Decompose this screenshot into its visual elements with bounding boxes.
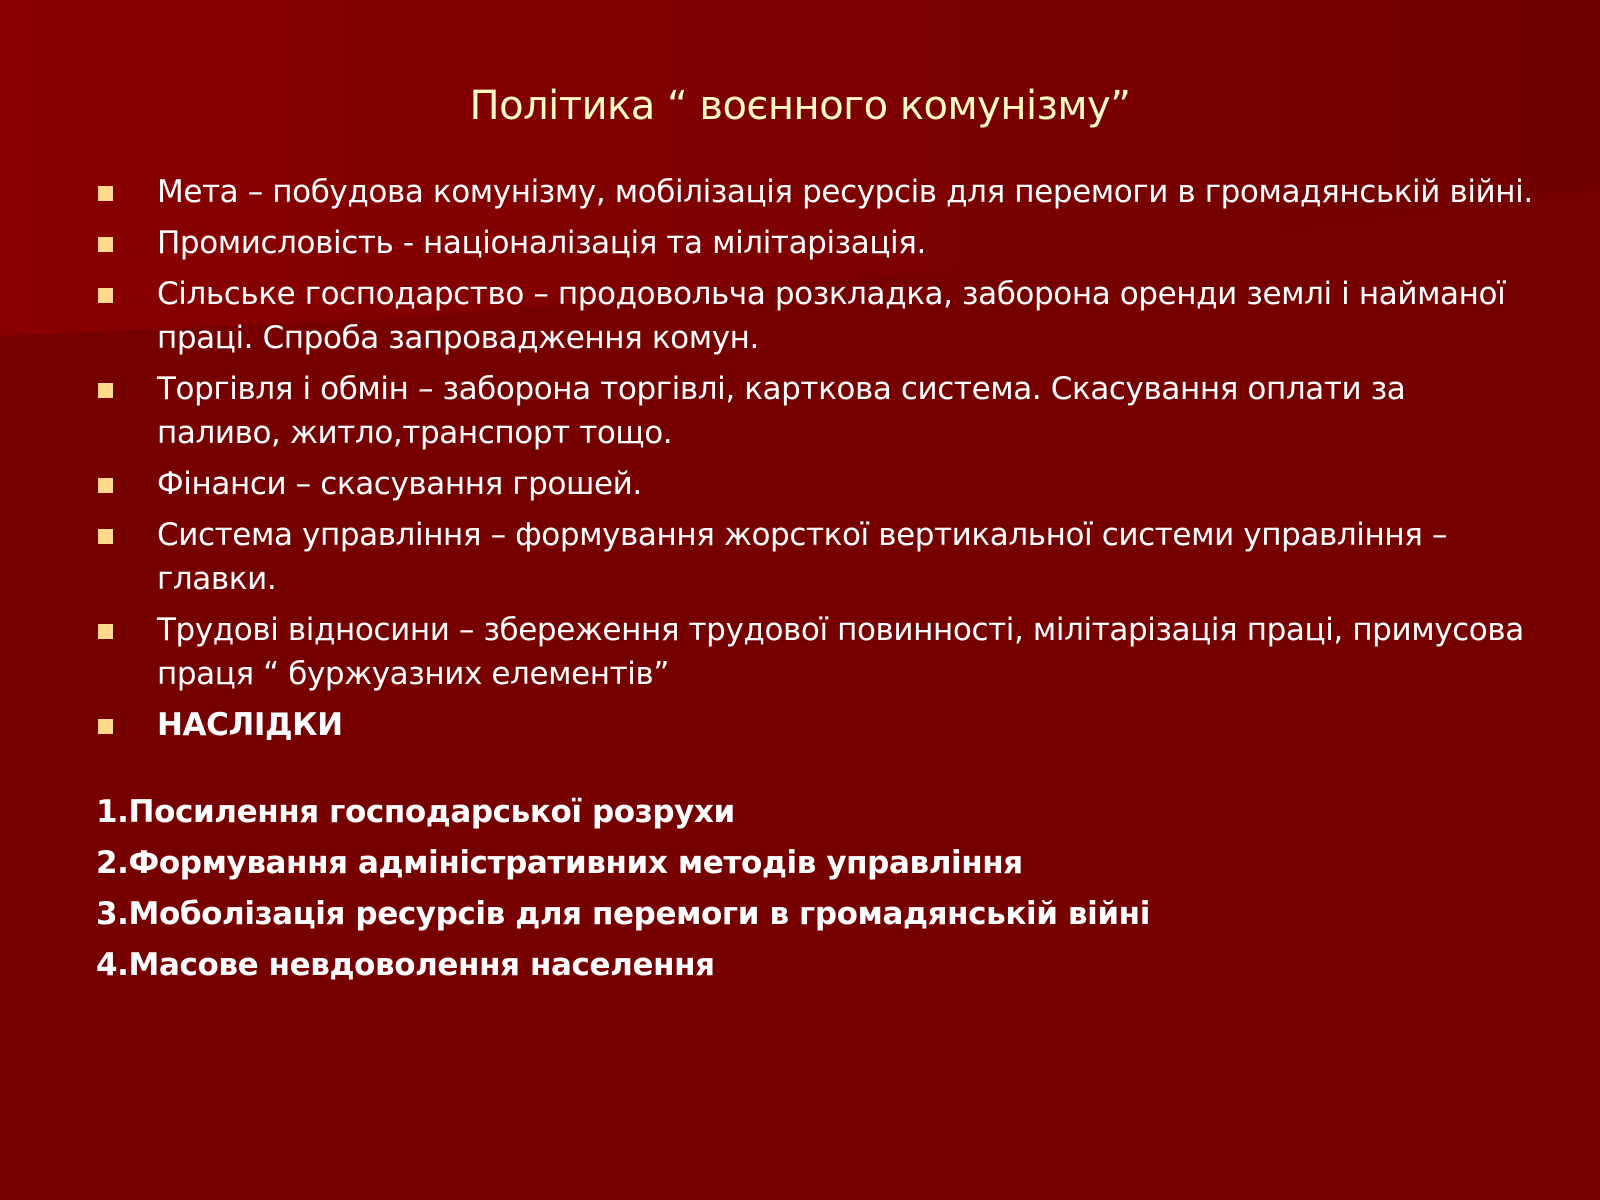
slide-title: Політика “ воєнного комунізму” — [469, 83, 1131, 129]
bullet-text: Система управління – формування жорсткої вертикальної системи управління – главки. — [157, 517, 1448, 597]
bullet-text: Промисловість - націоналізація та мілітарізація. — [157, 225, 926, 261]
square-bullet-icon — [98, 719, 113, 734]
bullet-text: НАСЛІДКИ — [157, 707, 343, 743]
bullet-item — [98, 221, 1538, 265]
square-bullet-icon — [98, 624, 113, 639]
square-bullet-icon — [98, 383, 113, 398]
square-bullet-icon — [98, 186, 113, 201]
bullet-item — [98, 272, 1538, 360]
bullet-text: Мета – побудова комунізму, мобілізація ресурсів для перемоги в громадянській війні. — [157, 174, 1533, 210]
consequence-item: 2.Формування адміністративних методів управління — [96, 845, 1023, 881]
bullet-item — [98, 513, 1538, 601]
bullet-item-consequences — [98, 703, 1538, 747]
square-bullet-icon — [98, 478, 113, 493]
consequence-item: 3.Моболізація ресурсів для перемоги в громадянській війні — [96, 896, 1150, 932]
bullet-item — [98, 367, 1538, 455]
consequence-item: 1.Посилення господарської розрухи — [96, 794, 735, 830]
bullet-text: Торгівля і обмін – заборона торгівлі, карткова система. Скасування оплати за паливо, житло,транспорт тощо. — [157, 371, 1406, 451]
bullet-text: Сільське господарство – продовольча розкладка, заборона оренди землі і найманої праці. Спроба запровадження комун. — [157, 276, 1506, 356]
consequence-item: 4.Масове невдоволення населення — [96, 947, 715, 983]
square-bullet-icon — [98, 529, 113, 544]
bullet-text: Трудові відносини – збереження трудової повинності, мілітарізація праці, примусова праця “ буржуазних елементів” — [157, 612, 1524, 692]
bullet-item — [98, 170, 1538, 214]
square-bullet-icon — [98, 288, 113, 303]
bullet-text: Фінанси – скасування грошей. — [157, 466, 642, 502]
consequences-list — [96, 790, 1556, 994]
bullet-list — [98, 170, 1538, 754]
bullet-item — [98, 462, 1538, 506]
square-bullet-icon — [98, 237, 113, 252]
bullet-item — [98, 608, 1538, 696]
